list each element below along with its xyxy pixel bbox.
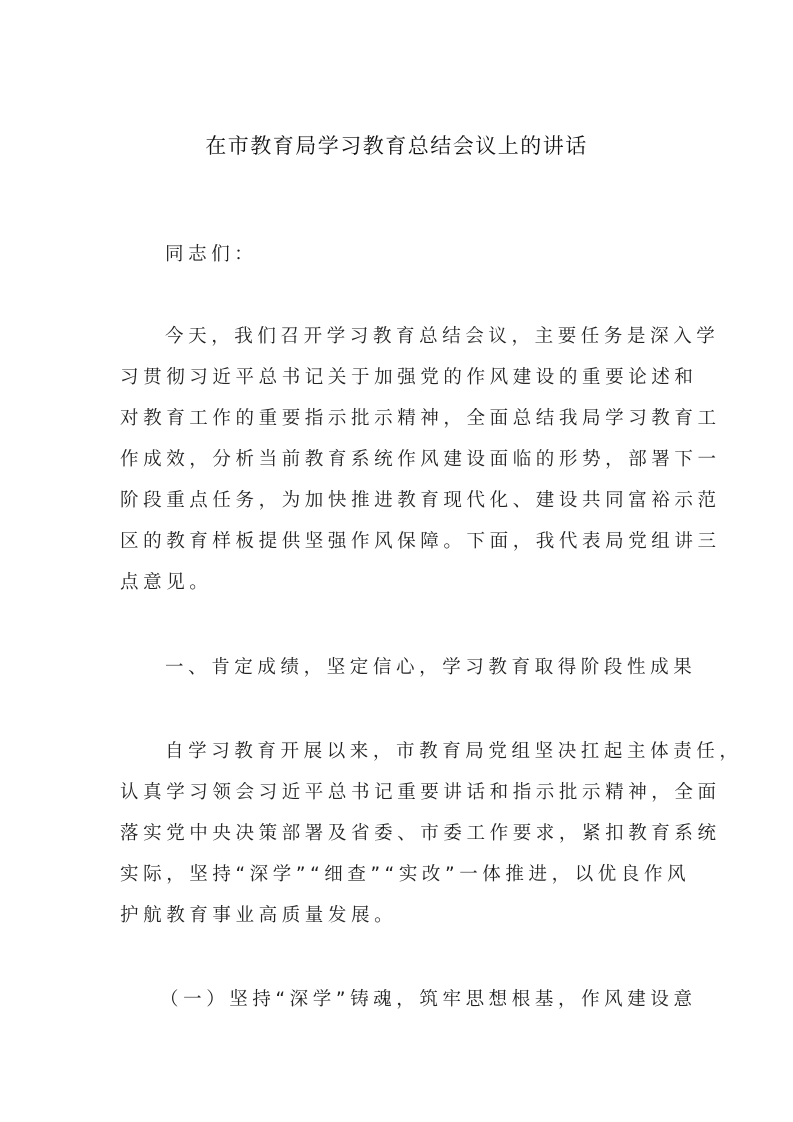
paragraph-line: 认真学习领会习近平总书记重要讲话和指示批示精神，全面: [120, 782, 721, 803]
paragraph-line: 对教育工作的重要指示批示精神，全面总结我局学习教育工: [120, 408, 721, 429]
paragraph-line: 阶段重点任务，为加快推进教育现代化、建设共同富裕示范: [120, 490, 721, 511]
subsection-heading-1: （一）坚持“深学”铸魂，筑牢思想根基，作风建设意: [160, 989, 697, 1010]
paragraph-line: 点意见。: [120, 572, 213, 593]
paragraph-line: 今天，我们召开学习教育总结会议，主要任务是深入学: [165, 326, 720, 347]
paragraph-line: 实际，坚持“深学”“细查”“实改”一体推进，以优良作风: [120, 864, 691, 885]
document-title: 在市教育局学习教育总结会议上的讲话: [205, 134, 588, 158]
section-heading-1: 一、肯定成绩，坚定信心，学习教育取得阶段性成果: [165, 657, 697, 678]
salutation: 同志们：: [165, 244, 258, 265]
paragraph-line: 作成效，分析当前教育系统作风建设面临的形势，部署下一: [120, 449, 721, 470]
paragraph-line: 落实党中央决策部署及省委、市委工作要求，紧扣教育系统: [120, 823, 721, 844]
paragraph-line: 自学习教育开展以来，市教育局党组坚决扛起主体责任，: [165, 741, 743, 762]
paragraph-line: 护航教育事业高质量发展。: [120, 905, 398, 926]
paragraph-line: 习贯彻习近平总书记关于加强党的作风建设的重要论述和: [120, 367, 698, 388]
paragraph-line: 区的教育样板提供坚强作风保障。下面，我代表局党组讲三: [120, 531, 721, 552]
